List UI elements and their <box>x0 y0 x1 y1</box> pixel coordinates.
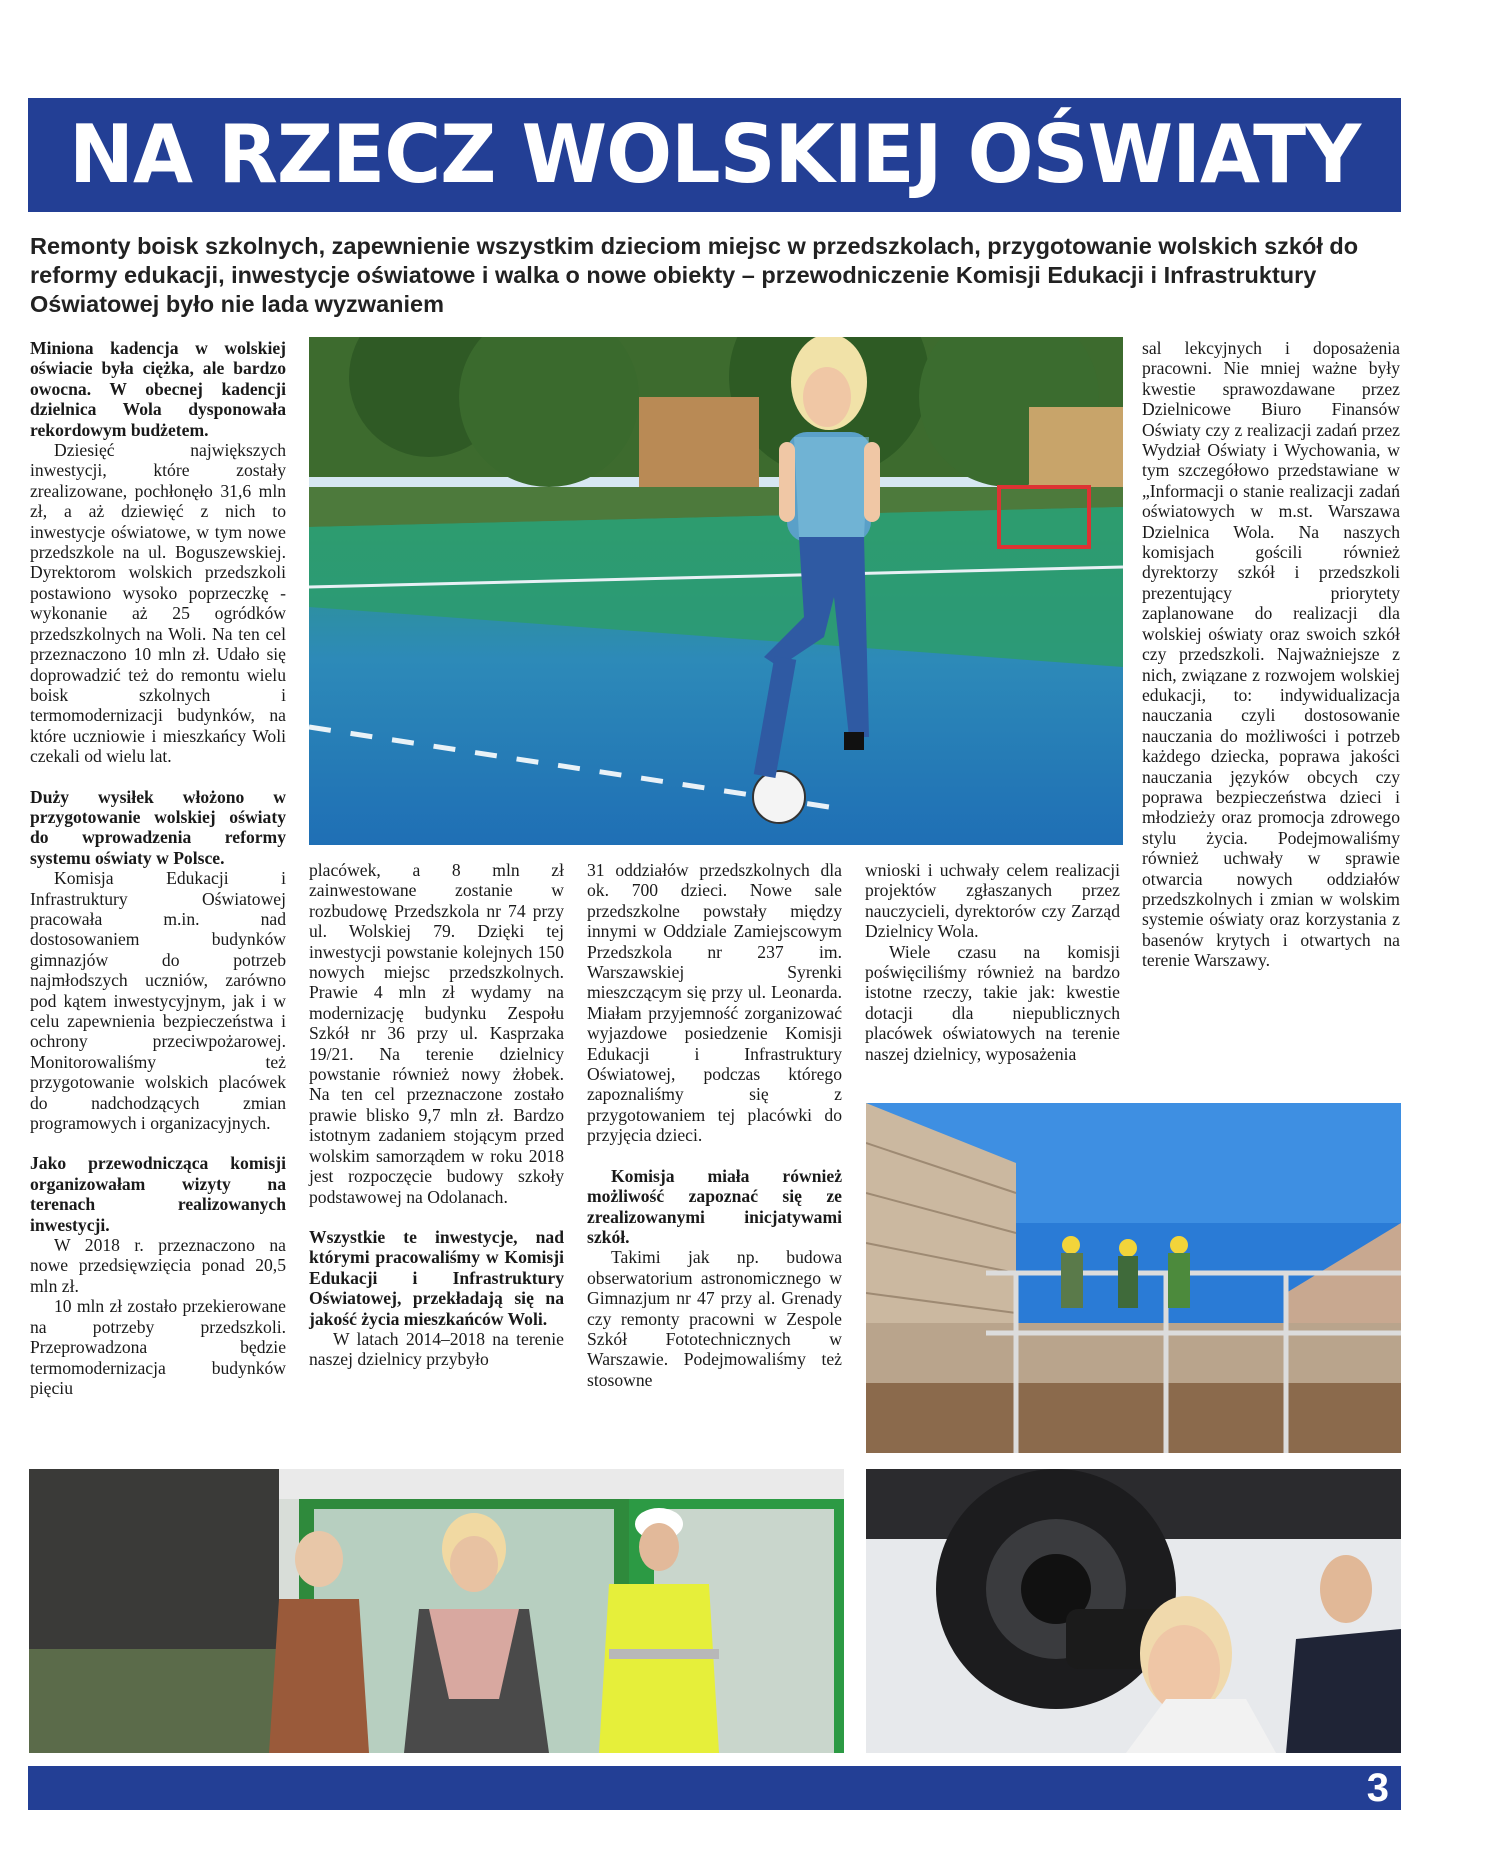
paragraph: Wszystkie te inwestycje, nad którymi pracowaliśmy w Komisji Edukacji i Infrastruktury Oświatowej, przekładają się na jakość życia mieszkańców Woli. <box>309 1226 564 1329</box>
paragraph: W latach 2014–2018 na terenie naszej dzielnicy przybyło <box>309 1328 564 1370</box>
paragraph: placówek, a 8 mln zł zainwestowane zostanie w rozbudowę Przedszkola nr 74 przy ul. Wolskiej 79. Dzięki tej inwestycji powstanie kolejnych 150 nowych miejsc przedszkolnych. Prawie 4 mln zł wydamy na modernizację budynku Zespołu Szkół nr 36 przy ul. Kasprzaka 19/21. Na terenie dzielnicy powstanie również nowy żłobek. Na ten cel przeznaczone zostało prawie blisko 9,7 mln zł. Bardzo istotnym zadaniem stojącym przed wolskim samorządem w roku 2018 jest rozpoczęcie budowy szkoły podstawowej na Odolanach. <box>309 860 564 1207</box>
photo-construction-roof <box>866 1103 1401 1453</box>
photo-telescope <box>866 1469 1401 1753</box>
photo-sports-court <box>309 337 1123 845</box>
paragraph: Jako przewodnicząca komisji organizowałam wizyty na terenach realizowanych inwestycji. <box>30 1153 286 1235</box>
paragraph: Komisja miała również możliwość zapoznać się ze zrealizowanymi inicjatywami szkół. <box>587 1165 842 1247</box>
paragraph: Dziesięć największych inwestycji, które zostały zrealizowane, pochłonęło 31,6 mln zł, a aż dziewięć z nich to inwestycje oświatowe, w tym nowe przedszkole na ul. Boguszewskiej. Dyrektorom wolskich przedszkoli postawiono wysoko poprzeczkę - wykonanie aż 25 ogródków przedszkolnych na Woli. Na ten cel przeznaczono 10 mln zł. Udało się doprowadzić też do remontu wielu boisk szkolnych i termomodernizacji budynków, na które uczniowie i mieszkańcy Woli czekali od wielu lat. <box>30 440 286 767</box>
paragraph: Duży wysiłek włożono w przygotowanie wolskiej oświaty do wprowadzenia reformy systemu oświaty w Polsce. <box>30 786 286 868</box>
paragraph: W 2018 r. przeznaczono na nowe przedsięwzięcia ponad 20,5 mln zł. <box>30 1235 286 1296</box>
text-column-1 <box>30 338 286 1398</box>
text-column-2 <box>309 860 564 1370</box>
title-banner <box>28 98 1401 212</box>
page-number: 3 <box>1366 1766 1389 1810</box>
text-column-4 <box>865 860 1120 1064</box>
paragraph: wnioski i uchwały celem realizacji projektów zgłaszanych przez nauczycieli, dyrektorów czy Zarząd Dzielnicy Wola. <box>865 860 1120 942</box>
paragraph: Takimi jak np. budowa obserwatorium astronomicznego w Gimnazjum nr 47 przy al. Grenady czy remonty pracowni w Zespole Szkół Fototechnicznych w Warszawie. Podejmowaliśmy też stosowne <box>587 1247 842 1390</box>
paragraph: 31 oddziałów przedszkolnych dla ok. 700 dzieci. Nowe sale przedszkolne powstały między innymi w Oddziale Zamiejscowym Przedszkola nr 237 im. Warszawskiej Syrenki mieszczącym się przy ul. Leonarda. Miałam przyjemność zorganizować wyjazdowe posiedzenie Komisji Edukacji i Infrastruktury Oświatowej, podczas którego zapoznaliśmy się z przygotowaniem tej placówki do przyjęcia dzieci. <box>587 860 842 1146</box>
page-title: NA RZECZ WOLSKIEJ OŚWIATY <box>68 108 1361 201</box>
photo-site-visit <box>29 1469 844 1753</box>
paragraph: sal lekcyjnych i doposażenia pracowni. Nie mniej ważne były kwestie sprawozdawane przez Dzielnicowe Biuro Finansów Oświaty czy z realizacji zadań przez Wydział Oświaty i Wychowania, w tym szczegółowo przedstawiane w „Informacji o stanie realizacji zadań oświatowych w m.st. Warszawa Dzielnica Wola. Na naszych komisjach gościli również dyrektorzy szkół i przedszkoli prezentujący priorytety zaplanowane do realizacji dla wolskiej oświaty oraz swoich szkół czy przedszkoli. Najważniejsze z nich, związane z rozwojem wolskiej edukacji, to: indywidualizacja nauczania czyli dostosowanie nauczania do możliwości i potrzeb każdego dziecka, poprawa jakości nauczania języków obcych czy poprawa bezpieczeństwa dzieci i młodzieży oraz promocja zdrowego stylu życia. Podejmowaliśmy również uchwały w sprawie otwarcia nowych oddziałów przedszkolnych i zmian w wolskim systemie oświaty oraz korzystania z basenów krytych i otwartych na terenie Warszawy. <box>1142 338 1400 971</box>
paragraph: Wiele czasu na komisji poświęciliśmy również na bardzo istotne rzeczy, takie jak: kwestie dotacji dla niepublicznych placówek oświatowych na terenie naszej dzielnicy, wyposażenia <box>865 941 1120 1064</box>
paragraph: Miniona kadencja w wolskiej oświacie była ciężka, ale bardzo owocna. W obecnej kadencji dzielnica Wola dysponowała rekordowym budżetem. <box>30 338 286 440</box>
paragraph: 10 mln zł zostało przekierowane na potrzeby przedszkoli. Przeprowadzona będzie termomodernizacja budynków pięciu <box>30 1296 286 1398</box>
lead-paragraph: Remonty boisk szkolnych, zapewnienie wszystkim dzieciom miejsc w przedszkolach, przygotowanie wolskich szkół do reformy edukacji, inwestycje oświatowe i walka o nowe obiekty – przewodniczenie Komisji Edukacji i Infrastruktury Oświatowej było nie lada wyzwaniem <box>30 233 1359 317</box>
footer-bar <box>28 1766 1401 1810</box>
text-column-3 <box>587 860 842 1390</box>
text-column-5 <box>1142 338 1400 971</box>
paragraph: Komisja Edukacji i Infrastruktury Oświatowej pracowała m.in. nad dostosowaniem budynków gimnazjów do potrzeb najmłodszych uczniów, zarówno pod kątem inwestycyjnym, jak i w celu zapewnienia bezpieczeństwa i ochrony przeciwpożarowej. Monitorowaliśmy też przygotowanie wolskich placówek do nadchodzących zmian programowych i organizacyjnych. <box>30 868 286 1134</box>
